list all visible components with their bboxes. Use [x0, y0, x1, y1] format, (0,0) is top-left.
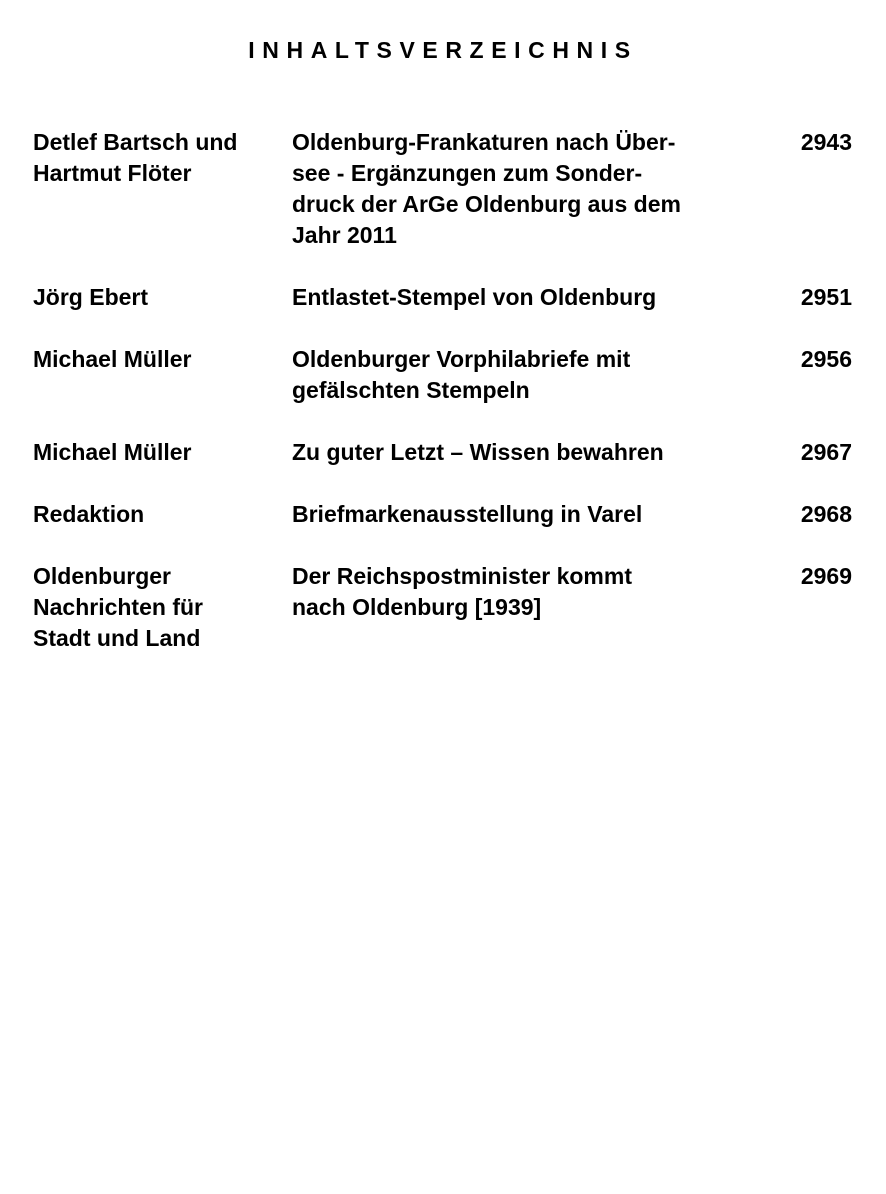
toc-entry-author: Detlef Bartsch und Hartmut Flöter	[33, 129, 238, 186]
toc-entry	[33, 127, 853, 251]
toc-entry	[33, 437, 853, 468]
toc-entry-title: Der Reichspostminister kommt nach Oldenburg [1939]	[292, 563, 632, 620]
toc-entry-title: Entlastet-Stempel von Oldenburg	[292, 284, 657, 310]
toc-entry-author: Michael Müller	[33, 346, 192, 372]
toc-entry-author: Oldenburger Nachrichten für Stadt und Land	[33, 563, 203, 651]
toc-entry-page-number: 2943	[800, 129, 852, 155]
toc-entry-page-number: 2951	[800, 284, 852, 310]
table-of-contents	[33, 127, 853, 685]
toc-entry-page-number: 2967	[800, 439, 852, 465]
toc-entry	[33, 561, 853, 654]
toc-entry	[33, 282, 853, 313]
toc-entry-author: Jörg Ebert	[33, 284, 149, 310]
toc-entry	[33, 344, 853, 406]
toc-entry-title: Briefmarkenausstellung in Varel	[292, 501, 643, 527]
toc-entry-author: Michael Müller	[33, 439, 192, 465]
toc-entry	[33, 499, 853, 530]
toc-entry-title: Zu guter Letzt – Wissen bewahren	[292, 439, 664, 465]
toc-entry-page-number: 2956	[800, 346, 852, 372]
toc-entry-title: Oldenburger Vorphilabriefe mit gefälschten Stempeln	[292, 346, 631, 403]
toc-entry-page-number: 2969	[800, 563, 852, 589]
page-title: INHALTSVERZEICHNIS	[248, 37, 638, 63]
toc-entry-author: Redaktion	[33, 501, 145, 527]
toc-entry-page-number: 2968	[800, 501, 852, 527]
toc-entry-title: Oldenburg-Frankaturen nach Über- see - Ergänzungen zum Sonder- druck der ArGe Oldenburg aus dem Jahr 2011	[292, 129, 681, 248]
